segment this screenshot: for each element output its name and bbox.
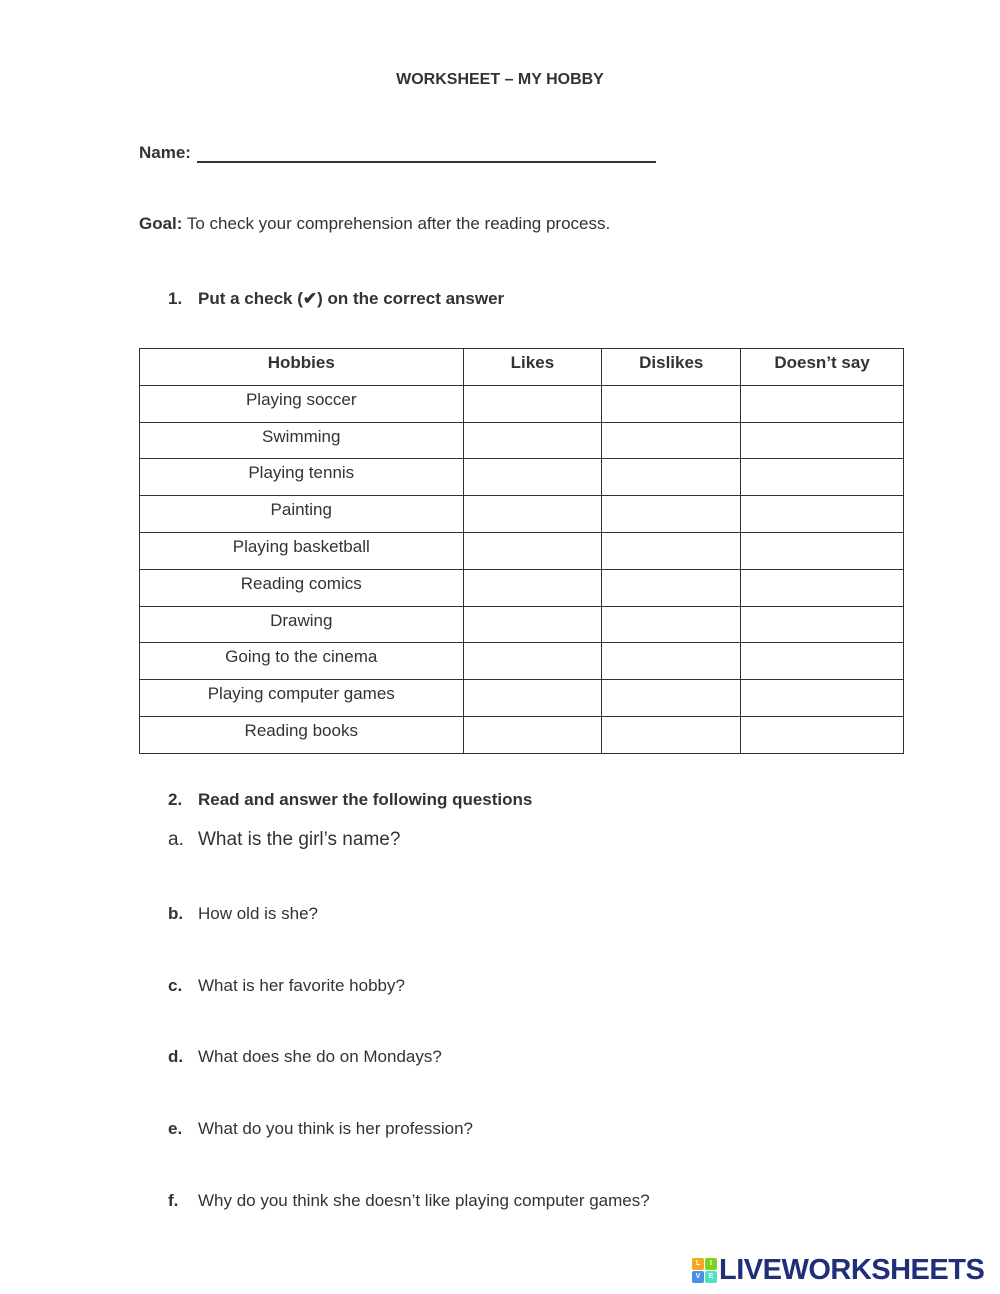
liveworksheets-icon: [692, 1258, 717, 1283]
hobby-cell: Reading books: [140, 716, 464, 753]
likes-checkbox-cell[interactable]: [463, 680, 602, 717]
dislikes-checkbox-cell[interactable]: [602, 606, 741, 643]
table-row: [140, 385, 904, 422]
logo-icon-l: L: [692, 1258, 704, 1270]
hobby-cell: Playing soccer: [140, 385, 464, 422]
name-input-line[interactable]: [197, 144, 656, 163]
question-b: [168, 904, 318, 924]
table-row: [140, 569, 904, 606]
question-d: [168, 1047, 442, 1067]
table-row: [140, 606, 904, 643]
goal-row: [139, 214, 610, 234]
table-row: [140, 532, 904, 569]
hobby-cell: Painting: [140, 496, 464, 533]
hobby-cell: Going to the cinema: [140, 643, 464, 680]
question-letter: c.: [168, 976, 183, 995]
question-text: What does she do on Mondays?: [198, 1047, 442, 1066]
name-label: Name:: [139, 143, 191, 162]
section-2-heading: [168, 790, 532, 810]
question-letter: e.: [168, 1119, 183, 1138]
dislikes-checkbox-cell[interactable]: [602, 643, 741, 680]
question-text: What is her favorite hobby?: [198, 976, 405, 995]
dislikes-checkbox-cell[interactable]: [602, 569, 741, 606]
table-row: [140, 496, 904, 533]
doesnt-say-checkbox-cell[interactable]: [741, 496, 904, 533]
question-text: What is the girl’s name?: [198, 829, 401, 850]
hobby-cell: Playing basketball: [140, 532, 464, 569]
worksheet-title: WORKSHEET – MY HOBBY: [396, 71, 604, 88]
table-row: [140, 422, 904, 459]
question-letter: a.: [168, 829, 184, 850]
doesnt-say-checkbox-cell[interactable]: [741, 606, 904, 643]
doesnt-say-checkbox-cell[interactable]: [741, 385, 904, 422]
doesnt-say-checkbox-cell[interactable]: [741, 532, 904, 569]
likes-checkbox-cell[interactable]: [463, 569, 602, 606]
goal-label: Goal:: [139, 214, 183, 233]
hobby-cell: Reading comics: [140, 569, 464, 606]
hobby-cell: Swimming: [140, 422, 464, 459]
likes-checkbox-cell[interactable]: [463, 385, 602, 422]
likes-checkbox-cell[interactable]: [463, 459, 602, 496]
doesnt-say-checkbox-cell[interactable]: [741, 422, 904, 459]
goal-text: To check your comprehension after the reading process.: [186, 214, 611, 233]
logo-icon-i: I: [705, 1258, 717, 1270]
section-2-number: 2.: [168, 790, 183, 809]
likes-checkbox-cell[interactable]: [463, 606, 602, 643]
table-row: [140, 643, 904, 680]
question-text: What do you think is her profession?: [198, 1119, 473, 1138]
section-1-number: 1.: [168, 289, 183, 308]
question-letter: d.: [168, 1047, 184, 1066]
question-text: Why do you think she doesn’t like playing computer games?: [198, 1191, 650, 1210]
question-c: [168, 976, 405, 996]
table-row: [140, 459, 904, 496]
question-f: [168, 1191, 650, 1211]
doesnt-say-checkbox-cell[interactable]: [741, 643, 904, 680]
header-likes: Likes: [463, 349, 602, 386]
likes-checkbox-cell[interactable]: [463, 643, 602, 680]
hobby-cell: Drawing: [140, 606, 464, 643]
table-row: [140, 716, 904, 753]
doesnt-say-checkbox-cell[interactable]: [741, 459, 904, 496]
dislikes-checkbox-cell[interactable]: [602, 385, 741, 422]
name-row: [139, 143, 656, 163]
doesnt-say-checkbox-cell[interactable]: [741, 716, 904, 753]
likes-checkbox-cell[interactable]: [463, 716, 602, 753]
header-hobbies: Hobbies: [140, 349, 464, 386]
question-letter: b.: [168, 904, 184, 923]
question-text: How old is she?: [198, 904, 319, 923]
section-2-text: Read and answer the following questions: [198, 790, 533, 809]
hobbies-table: [139, 348, 904, 754]
dislikes-checkbox-cell[interactable]: [602, 680, 741, 717]
section-1-text: Put a check (✔) on the correct answer: [198, 289, 505, 308]
logo-icon-e: E: [705, 1271, 717, 1283]
question-a: [168, 829, 400, 851]
hobby-cell: Playing computer games: [140, 680, 464, 717]
dislikes-checkbox-cell[interactable]: [602, 422, 741, 459]
header-dislikes: Dislikes: [602, 349, 741, 386]
dislikes-checkbox-cell[interactable]: [602, 459, 741, 496]
likes-checkbox-cell[interactable]: [463, 496, 602, 533]
dislikes-checkbox-cell[interactable]: [602, 532, 741, 569]
liveworksheets-logo: [692, 1254, 984, 1287]
dislikes-checkbox-cell[interactable]: [602, 716, 741, 753]
question-letter: f.: [168, 1191, 179, 1210]
header-doesnt-say: Doesn’t say: [741, 349, 904, 386]
doesnt-say-checkbox-cell[interactable]: [741, 680, 904, 717]
section-1-heading: [168, 289, 504, 309]
dislikes-checkbox-cell[interactable]: [602, 496, 741, 533]
doesnt-say-checkbox-cell[interactable]: [741, 569, 904, 606]
table-header-row: [140, 349, 904, 386]
likes-checkbox-cell[interactable]: [463, 422, 602, 459]
question-e: [168, 1119, 473, 1139]
logo-text: LIVEWORKSHEETS: [719, 1254, 985, 1286]
table-row: [140, 680, 904, 717]
likes-checkbox-cell[interactable]: [463, 532, 602, 569]
hobby-cell: Playing tennis: [140, 459, 464, 496]
logo-icon-v: V: [692, 1271, 704, 1283]
